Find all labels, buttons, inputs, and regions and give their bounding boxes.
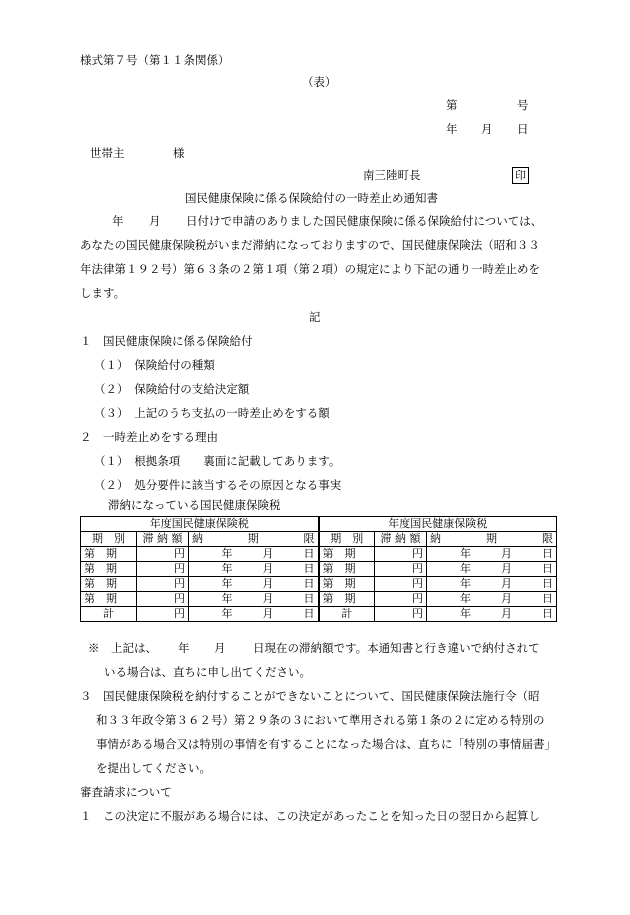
date-day: 日: [517, 122, 529, 136]
date-year: 年: [446, 122, 458, 136]
col-due: 納 期 限: [189, 532, 319, 547]
table-row: 第 期 円 年 月 日 第 期 円 年 月 日: [81, 577, 557, 592]
number-go: 号: [517, 98, 529, 112]
note-month: 月: [214, 641, 226, 655]
item-3-line-2: 和３３年政令第３６２号）第２９条の３において準用される第１条の２に定める特別の: [96, 713, 545, 727]
item-2-2-sub: 滞納になっている国民健康保険税: [108, 498, 281, 512]
note-year: 年: [178, 641, 190, 655]
recipient-title: 様: [173, 146, 185, 160]
item-3-line-1: ３ 国民健康保険税を納付することができないことについて、国民健康保険法施行令（昭: [80, 689, 540, 703]
item-2-2: （２） 処分要件に該当するその原因となる事実: [94, 478, 342, 492]
intro-line-4: します。: [80, 286, 126, 300]
col-period: 期 別: [319, 532, 375, 547]
item-3-line-3: 事情がある場合又は特別の事情を有することになった場合は、直ちに「特別の事情届書」: [96, 737, 556, 751]
item-1-2: （２） 保険給付の支給決定額: [94, 382, 250, 396]
intro-line-3: 年法律第１９２号）第６３条の２第１項（第２項）の規定により下記の通り一時差止めを: [80, 262, 540, 276]
note-line-1-a: ※ 上記は、: [88, 641, 157, 655]
document-title: 国民健康保険に係る保険給付の一時差止め通知書: [185, 191, 438, 205]
item-2-1: （１） 根拠条項 裏面に記載してあります。: [94, 454, 341, 468]
group-header-right: 年度国民健康保険税: [319, 517, 557, 532]
review-line-1: １ この決定に不服がある場合には、この決定があったことを知った日の翌日から起算し: [80, 809, 540, 823]
note-line-1-b: 日現在の滞納額です。本通知書と行き違いで納付されて: [253, 641, 540, 655]
col-period: 期 別: [81, 532, 137, 547]
intro-year: 年: [112, 214, 124, 228]
issuer-name: 南三陸町長: [363, 168, 421, 182]
table-total-row: 計 円 年 月 日 計 円 年 月 日: [81, 607, 557, 622]
arrears-table: [80, 516, 557, 622]
intro-month: 月: [149, 214, 161, 228]
intro-line-1: 日付けで申請のありました国民健康保険に係る保険給付については、: [186, 214, 543, 228]
official-seal: 印: [512, 167, 529, 184]
date-month: 月: [481, 122, 493, 136]
table-row: 第 期 円 年 月 日 第 期 円 年 月 日: [81, 547, 557, 562]
form-number: 様式第７号（第１１条関係）: [80, 53, 230, 67]
item-1: １ 国民健康保険に係る保険給付: [80, 334, 253, 348]
ki-label: 記: [309, 310, 321, 324]
group-header-left: 年度国民健康保険税: [81, 517, 319, 532]
item-2: ２ 一時差止めをする理由: [80, 430, 218, 444]
table-group-header-row: [81, 517, 557, 532]
col-amount: 滞 納 額: [137, 532, 189, 547]
table-row: 第 期 円 年 月 日 第 期 円 年 月 日: [81, 562, 557, 577]
item-3-line-4: を提出してください。: [96, 761, 211, 775]
number-dai: 第: [446, 98, 458, 112]
col-amount: 滞 納 額: [375, 532, 427, 547]
intro-line-2: あなたの国民健康保険税がいまだ滞納になっておりますので、国民健康保険法（昭和３３: [80, 238, 540, 252]
col-due: 納 期 限: [427, 532, 557, 547]
table-column-header-row: [81, 532, 557, 547]
review-heading: 審査請求について: [80, 785, 172, 799]
note-line-2: いる場合は、直ちに申し出てください。: [104, 665, 311, 679]
recipient-label: 世帯主: [90, 146, 125, 160]
table-row: 第 期 円 年 月 日 第 期 円 年 月 日: [81, 592, 557, 607]
item-1-1: （１） 保険給付の種類: [94, 358, 215, 372]
side-label: （表）: [302, 75, 337, 89]
item-1-3: （３） 上記のうち支払の一時差止めをする額: [94, 406, 330, 420]
